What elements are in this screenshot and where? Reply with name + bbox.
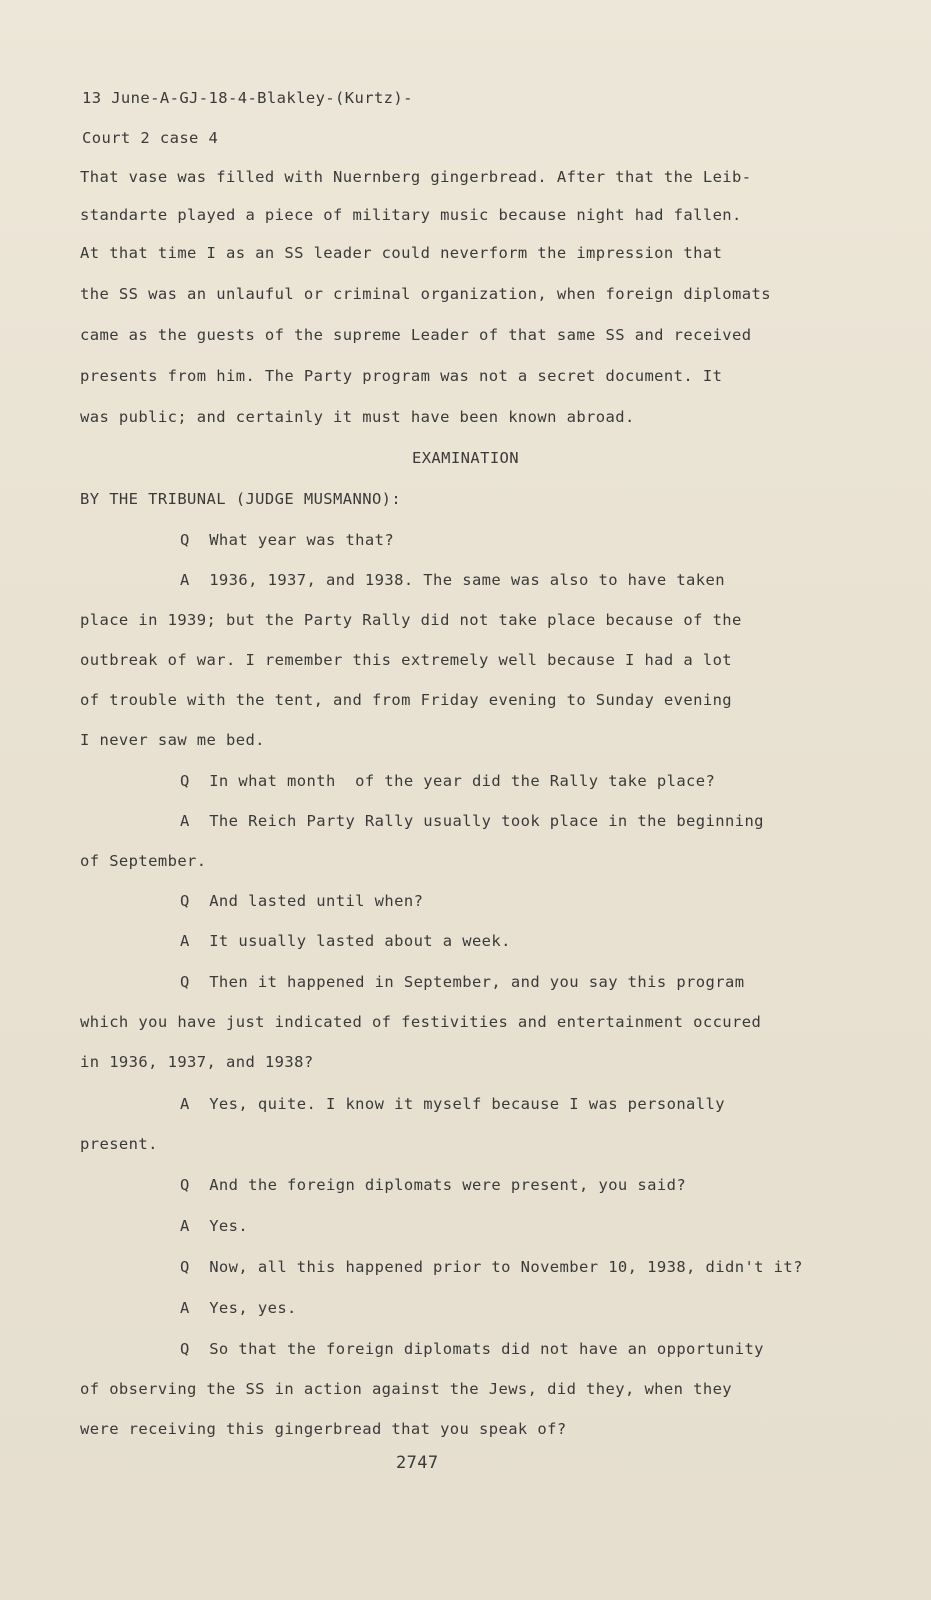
question-line: of observing the SS in action against the Jews, did they, when they (80, 1380, 733, 1398)
answer-line: A Yes, quite. I know it myself because I was personally (180, 1095, 725, 1113)
question-line: Q Now, all this happened prior to November 10, 1938, didn't it? (180, 1258, 803, 1276)
question-line: Q And the foreign diplomats were present, you said? (180, 1176, 687, 1194)
question-line: Q What year was that? (180, 531, 395, 549)
text-line: presents from him. The Party program was not a secret document. It (80, 367, 723, 385)
page-number: 2747 (396, 1453, 439, 1473)
answer-line: outbreak of war. I remember this extremely well because I had a lot (80, 651, 733, 669)
question-line: which you have just indicated of festivities and entertainment occured (80, 1013, 762, 1031)
question-line: Q So that the foreign diplomats did not have an opportunity (180, 1340, 764, 1358)
header-reference: 13 June-A-GJ-18-4-Blakley-(Kurtz)- (82, 89, 413, 107)
text-line: At that time I as an SS leader could neverform the impression that (80, 244, 723, 262)
answer-line: A Yes. (180, 1217, 249, 1235)
question-line: in 1936, 1937, and 1938? (80, 1053, 314, 1071)
examiner-heading: BY THE TRIBUNAL (JUDGE MUSMANNO): (80, 490, 402, 508)
answer-line: A Yes, yes. (180, 1299, 297, 1317)
answer-line: present. (80, 1135, 158, 1153)
question-line: Q And lasted until when? (180, 892, 424, 910)
question-line: Q Then it happened in September, and you say this program (180, 973, 745, 991)
answer-line: A The Reich Party Rally usually took place in the beginning (180, 812, 764, 830)
text-line: came as the guests of the supreme Leader of that same SS and received (80, 326, 752, 344)
text-line: standarte played a piece of military music because night had fallen. (80, 206, 742, 224)
answer-line: A 1936, 1937, and 1938. The same was also to have taken (180, 571, 725, 589)
answer-line: place in 1939; but the Party Rally did not take place because of the (80, 611, 742, 629)
answer-line: of September. (80, 852, 207, 870)
question-line: Q In what month of the year did the Rally take place? (180, 772, 716, 790)
text-line: That vase was filled with Nuernberg gingerbread. After that the Leib- (80, 168, 752, 186)
answer-line: of trouble with the tent, and from Friday evening to Sunday evening (80, 691, 733, 709)
question-line: were receiving this gingerbread that you speak of? (80, 1420, 567, 1438)
header-court-case: Court 2 case 4 (82, 129, 219, 147)
text-line: was public; and certainly it must have been known abroad. (80, 408, 635, 426)
answer-line: A It usually lasted about a week. (180, 932, 511, 950)
text-line: the SS was an unlauful or criminal organization, when foreign diplomats (80, 285, 771, 303)
section-title: EXAMINATION (411, 449, 520, 467)
answer-line: I never saw me bed. (80, 731, 265, 749)
